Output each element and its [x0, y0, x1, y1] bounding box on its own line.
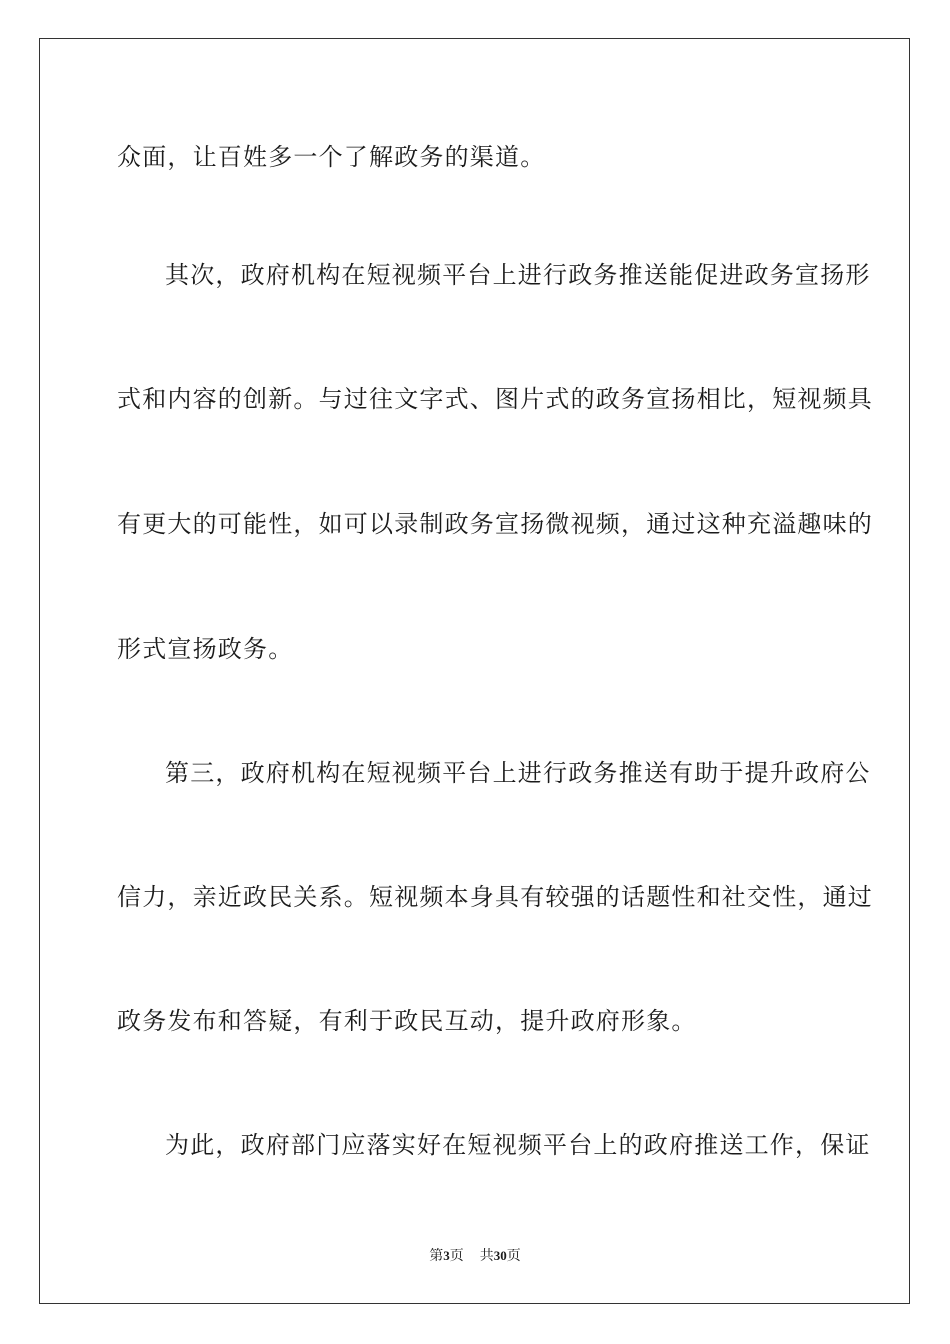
- paragraph-line: 其次，政府机构在短视频平台上进行政务推送能促进政务宣扬形: [165, 261, 871, 289]
- paragraph-line: 为此，政府部门应落实好在短视频平台上的政府推送工作，保证: [165, 1131, 871, 1159]
- paragraph-line: 形式宣扬政务。: [117, 635, 294, 663]
- page-border: [39, 38, 910, 1304]
- page-suffix: 页: [449, 1248, 464, 1264]
- page-footer: [0, 1246, 950, 1266]
- paragraph-line: 信力，亲近政民关系。短视频本身具有较强的话题性和社交性，通过: [117, 883, 873, 911]
- paragraph-line: 有更大的可能性，如可以录制政务宣扬微视频，通过这种充溢趣味的: [117, 510, 873, 538]
- page-prefix: 第: [429, 1248, 444, 1264]
- total-pages: 30: [493, 1248, 507, 1263]
- total-prefix: 共: [479, 1248, 494, 1264]
- paragraph-line: 式和内容的创新。与过往文字式、图片式的政务宣扬相比，短视频具: [117, 385, 873, 413]
- total-suffix: 页: [506, 1248, 521, 1264]
- paragraph-line: 第三，政府机构在短视频平台上进行政务推送有助于提升政府公: [165, 759, 871, 787]
- paragraph-line: 政务发布和答疑，有利于政民互动，提升政府形象。: [117, 1007, 697, 1035]
- page-number: 3: [443, 1248, 450, 1263]
- paragraph-line: 众面，让百姓多一个了解政务的渠道。: [117, 143, 546, 171]
